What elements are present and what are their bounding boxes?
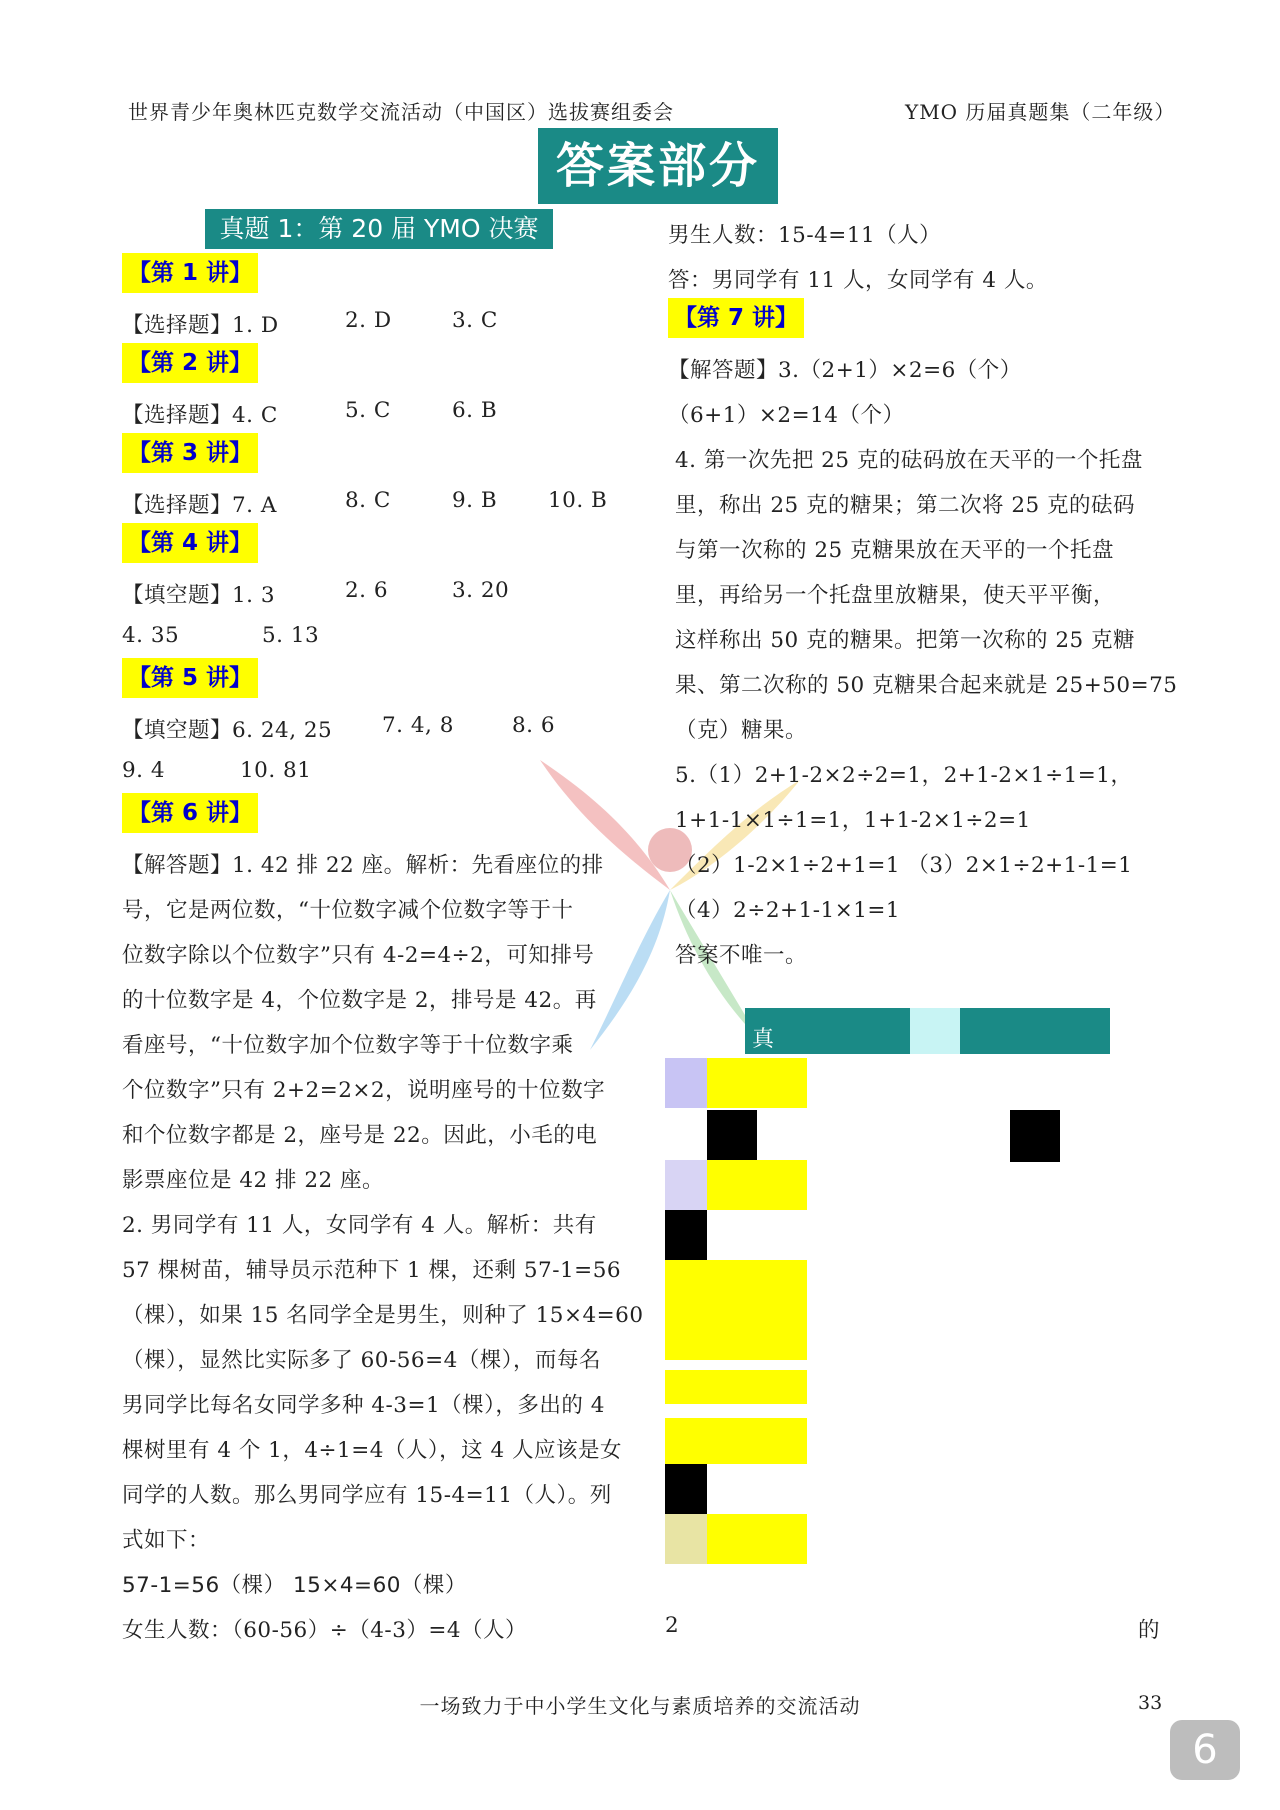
text-line: 【解答题】1. 42 排 22 座。解析：先看座位的排 xyxy=(122,853,604,878)
text-line: 式如下： xyxy=(122,1528,211,1553)
text-line: 答案不唯一。 xyxy=(675,943,808,968)
lecture-6-heading: 【第 6 讲】 xyxy=(122,793,258,833)
answer-item: 4. 35 xyxy=(122,623,180,648)
answer-line: 【选择题】1. D xyxy=(122,313,279,338)
answer-item: 5. 13 xyxy=(262,623,320,648)
text-line: 位数字除以个位数字”只有 4-2=4÷2，可知排号 xyxy=(122,943,595,968)
text-line: （克）糖果。 xyxy=(675,718,808,743)
text-line: 2. 男同学有 11 人，女同学有 4 人。解析：共有 xyxy=(122,1213,597,1238)
lecture-7-heading: 【第 7 讲】 xyxy=(668,298,804,338)
text-line: 影票座位是 42 排 22 座。 xyxy=(122,1168,385,1193)
answer-item: 9. B xyxy=(452,488,498,513)
text-line: 女生人数：（60-56）÷（4-3）=4（人） xyxy=(122,1618,528,1643)
text-line: （2）1-2×1÷2+1=1 （3）2×1÷2+1-1=1 xyxy=(675,853,1133,878)
lecture-2-heading: 【第 2 讲】 xyxy=(122,343,258,383)
answer-line: 【填空题】6. 24, 25 xyxy=(122,718,333,743)
section-subtitle: 真题 1：第 20 届 YMO 决赛 xyxy=(205,209,553,249)
answer-item: 10. 81 xyxy=(240,758,312,783)
text-line: 57 棵树苗，辅导员示范种下 1 棵，还剩 57-1=56 xyxy=(122,1258,622,1283)
text-line: 果、第二次称的 50 克糖果合起来就是 25+50=75 xyxy=(675,673,1178,698)
answer-line: 【选择题】7. A xyxy=(122,493,277,518)
text-line: （6+1）×2=14（个） xyxy=(668,403,905,428)
lecture-5-heading: 【第 5 讲】 xyxy=(122,658,258,698)
text-line: 号，它是两位数，“十位数字减个位数字等于十 xyxy=(122,898,574,923)
obscured-text: 真 xyxy=(752,1027,775,1052)
answer-line: 【选择题】4. C xyxy=(122,403,278,428)
lecture-4-heading: 【第 4 讲】 xyxy=(122,523,258,563)
answer-item: 3. 20 xyxy=(452,578,510,603)
answer-item: 2. 6 xyxy=(345,578,389,603)
text-line: 这样称出 50 克的糖果。把第一次称的 25 克糖 xyxy=(675,628,1136,653)
header-right: YMO 历届真题集（二年级） xyxy=(905,100,1176,124)
answer-item: 6. B xyxy=(452,398,498,423)
lecture-1-heading: 【第 1 讲】 xyxy=(122,253,258,293)
answer-item: 10. B xyxy=(548,488,608,513)
text-line: 看座号，“十位数字加个位数字等于十位数字乘 xyxy=(122,1033,574,1058)
text-line: 和个位数字都是 2，座号是 22。因此，小毛的电 xyxy=(122,1123,598,1148)
text-line: 棵树里有 4 个 1，4÷1=4（人），这 4 人应该是女 xyxy=(122,1438,623,1463)
lecture-3-heading: 【第 3 讲】 xyxy=(122,433,258,473)
text-line: （4）2÷2+1-1×1=1 xyxy=(675,898,901,923)
text-line: 个位数字”只有 2+2=2×2，说明座号的十位数字 xyxy=(122,1078,606,1103)
answer-item: 8. 6 xyxy=(512,713,556,738)
page-number: 33 xyxy=(1138,1692,1163,1714)
text-line: 答：男同学有 11 人，女同学有 4 人。 xyxy=(668,268,1048,293)
answer-item: 2. D xyxy=(345,308,392,333)
answer-line: 【填空题】1. 3 xyxy=(122,583,276,608)
text-line: 5.（1）2+1-2×2÷2=1，2+1-2×1÷1=1， xyxy=(675,763,1133,788)
header-left: 世界青少年奥林匹克数学交流活动（中国区）选拔赛组委会 xyxy=(128,100,674,124)
answer-item: 7. 4, 8 xyxy=(382,713,454,738)
text-line: 里，称出 25 克的糖果；第二次将 25 克的砝码 xyxy=(675,493,1136,518)
answer-item: 8. C xyxy=(345,488,391,513)
text-line: 4. 第一次先把 25 克的砝码放在天平的一个托盘 xyxy=(675,448,1143,473)
answer-item: 9. 4 xyxy=(122,758,166,783)
text-line: 【解答题】3.（2+1）×2=6（个） xyxy=(668,358,1022,383)
answer-item: 5. C xyxy=(345,398,391,423)
page-indicator-button[interactable]: 6 xyxy=(1170,1720,1240,1780)
text-line: （棵），如果 15 名同学全是男生，则种了 15×4=60 xyxy=(122,1303,644,1328)
obscured-text: 2 xyxy=(665,1613,680,1638)
text-line: 与第一次称的 25 克糖果放在天平的一个托盘 xyxy=(675,538,1115,563)
text-line: （棵），显然比实际多了 60-56=4（棵），而每名 xyxy=(122,1348,602,1373)
text-line: 里，再给另一个托盘里放糖果，使天平平衡， xyxy=(675,583,1116,608)
text-line: 男生人数：15-4=11（人） xyxy=(668,223,942,248)
page-title: 答案部分 xyxy=(538,128,778,204)
text-line: 的十位数字是 4，个位数字是 2，排号是 42。再 xyxy=(122,988,597,1013)
page-footer: 一场致力于中小学生文化与素质培养的交流活动 xyxy=(419,1694,861,1718)
text-line: 男同学比每名女同学多种 4-3=1（棵），多出的 4 xyxy=(122,1393,605,1418)
obscured-text: 的 xyxy=(1138,1618,1161,1643)
text-line: 57-1=56（棵） 15×4=60（棵） xyxy=(122,1573,467,1598)
text-line: 同学的人数。那么男同学应有 15-4=11（人）。列 xyxy=(122,1483,612,1508)
answer-item: 3. C xyxy=(452,308,498,333)
text-line: 1+1-1×1÷1=1，1+1-2×1÷2=1 xyxy=(675,808,1031,833)
